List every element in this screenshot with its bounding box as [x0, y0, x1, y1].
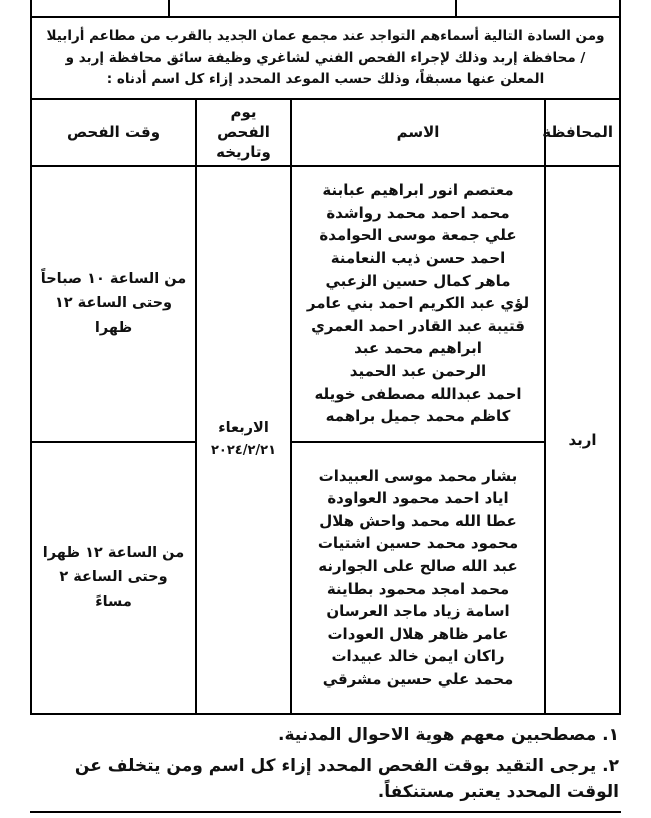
person-name: عطا الله محمد واحش هلال	[319, 511, 517, 530]
person-name: محمود محمد حسين اشتيات	[317, 534, 519, 553]
person-name: احمد عبدالله مصطفى خويله	[314, 384, 522, 403]
table-row	[31, 442, 620, 714]
person-name: بشار محمد موسى العبيدات	[318, 466, 518, 485]
exam-time-afternoon	[31, 442, 196, 714]
person-name: ماهر كمال حسين الزعبي	[325, 271, 511, 290]
person-name: محمد احمد محمد رواشدة	[326, 203, 510, 222]
footer-notes	[30, 715, 621, 806]
person-name: عامر ظاهر هلال العودات	[327, 624, 509, 643]
remnant-cell	[457, 0, 619, 16]
governorate-cell: اربد	[545, 166, 620, 714]
person-name: اياد احمد محمود العواودة	[327, 489, 509, 508]
time-line: وحتى الساعة ٢ مساءً	[59, 569, 168, 610]
remnant-cell	[170, 0, 457, 16]
exam-day-name: الاربعاء	[218, 420, 269, 437]
header-governorate: المحافظة	[545, 99, 620, 166]
names-list	[298, 179, 538, 428]
exam-day-cell	[196, 166, 291, 714]
header-exam-time: وقت الفحص	[31, 99, 196, 166]
remnant-cell	[32, 0, 170, 16]
note-civil-id: ١. مصطحبين معهم هوية الاحوال المدنية.	[277, 724, 619, 745]
person-name: كاظم محمد جميل براهمه	[325, 407, 511, 426]
next-section-remnant	[30, 811, 621, 813]
table-header-row	[31, 99, 620, 166]
time-line: من الساعة ١٠ صباحاً	[40, 270, 187, 287]
person-name: الرحمن عبد الحميد	[349, 362, 487, 381]
header-exam-day: يوم الفحص وتاريخه	[196, 99, 291, 166]
person-name: اسامة زياد ماجد العرسان	[326, 602, 510, 621]
announcement-intro	[30, 18, 621, 98]
person-name: لؤي عبد الكريم احمد بني عامر	[306, 294, 530, 313]
intro-text: ومن السادة التالية أسماءهم التواجد عند مجمع عمان الجديد بالقرب من مطاعم أرابيلا / محافظة إربد وذلك لإجراء الفحص الفني لشاغري وظيفة سائق محافظة إربد و المعلن عنها مسبقاً، وذلك حسب الموعد المحدد إزاء كل اسم أدناه :	[46, 28, 605, 88]
person-name: علي جمعة موسى الحوامدة	[319, 226, 517, 245]
table-row	[31, 166, 620, 442]
exam-schedule-table	[30, 98, 621, 715]
time-line: وحتى الساعة ١٢ ظهرا	[54, 295, 173, 336]
person-name: ابراهيم محمد عبد	[354, 339, 482, 358]
header-name: الاسم	[291, 99, 545, 166]
exam-date: ٢٠٢٤/٢/٢١	[210, 443, 277, 459]
previous-table-remnant	[30, 0, 621, 18]
person-name: قتيبة عبد القادر احمد العمري	[311, 316, 525, 335]
exam-time-morning	[31, 166, 196, 442]
names-list	[298, 465, 538, 691]
person-name: احمد حسن ذيب النعامنة	[330, 249, 506, 268]
time-line: من الساعة ١٢ ظهرا	[42, 544, 185, 561]
names-group-morning	[291, 166, 545, 442]
person-name: عبد الله صالح على الجوارنه	[318, 556, 518, 575]
names-group-afternoon	[291, 442, 545, 714]
person-name: معتصم انور ابراهيم عبابنة	[322, 181, 514, 200]
person-name: راكان ايمن خالد عبيدات	[331, 647, 505, 666]
person-name: محمد امجد محمود بطاينة	[326, 579, 510, 598]
person-name: محمد علي حسين مشرقي	[322, 669, 514, 688]
note-punctuality: ٢. يرجى التقيد بوقت الفحص المحدد إزاء كل اسم ومن يتخلف عن الوقت المحدد يعتبر مستنكفاً.	[74, 755, 619, 803]
